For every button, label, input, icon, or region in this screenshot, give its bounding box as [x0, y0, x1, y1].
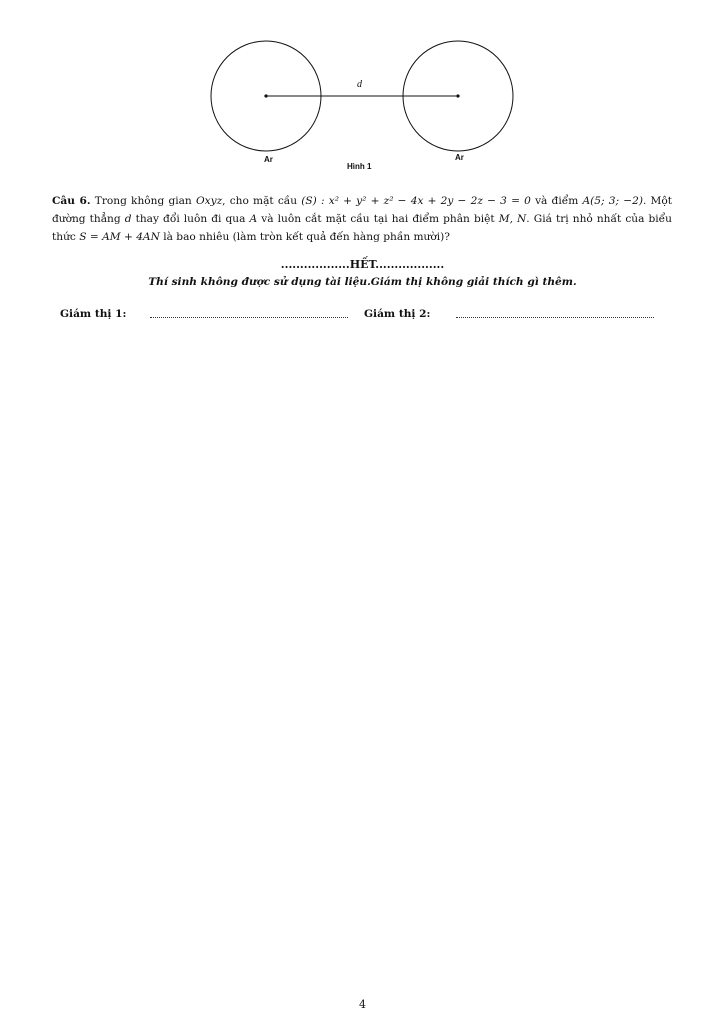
- coordinate-space: Oxyz: [195, 195, 223, 207]
- point-a: A(5; 3; −2): [582, 195, 643, 207]
- figure-caption: Hình 1: [347, 162, 372, 171]
- line-var: d: [124, 213, 132, 225]
- question-text-3: và điểm: [530, 195, 583, 207]
- proctor-2-line: [456, 317, 654, 318]
- question-6: [52, 192, 672, 246]
- end-mark: ..................HẾT..................: [280, 258, 445, 271]
- question-text-6: và luôn cắt mặt cầu tại hai điểm phân biệt: [257, 213, 499, 225]
- proctor-1-label: Giám thị 1:: [60, 308, 127, 320]
- figure-1: [0, 0, 725, 180]
- question-text-8: là bao nhiêu (làm tròn kết quả đến hàng phần mười)?: [159, 231, 450, 243]
- expression: S = AM + 4AN: [79, 231, 160, 243]
- proctor-1-line: [150, 317, 348, 318]
- two-spheres-diagram: [0, 0, 725, 180]
- left-sphere-label: Ar: [264, 155, 273, 164]
- question-text-7: . Giá trị nhỏ nhất của biểu thức: [52, 213, 672, 243]
- points-mn: M, N: [498, 213, 527, 225]
- right-center-dot: [456, 94, 459, 97]
- proctor-signature-row: [60, 308, 680, 324]
- right-sphere-label: Ar: [455, 153, 464, 162]
- line-label: d: [357, 79, 362, 90]
- proctor-2-label: Giám thị 2:: [364, 308, 431, 320]
- exam-note: Thí sinh không được sử dụng tài liệu.Giám thị không giải thích gì thêm.: [148, 276, 577, 288]
- left-center-dot: [264, 94, 267, 97]
- question-text-2: , cho mặt cầu: [222, 195, 302, 207]
- question-text-4: . Một đường thẳng: [52, 195, 673, 225]
- question-number: Câu 6.: [52, 195, 91, 207]
- point-var: A: [249, 213, 258, 225]
- question-text-1: Trong không gian: [94, 195, 196, 207]
- question-text-5: thay đổi luôn đi qua: [131, 213, 250, 225]
- sphere-equation: (S) : x² + y² + z² − 4x + 2y − 2z − 3 = 0: [301, 195, 531, 207]
- page-number: 4: [359, 998, 366, 1011]
